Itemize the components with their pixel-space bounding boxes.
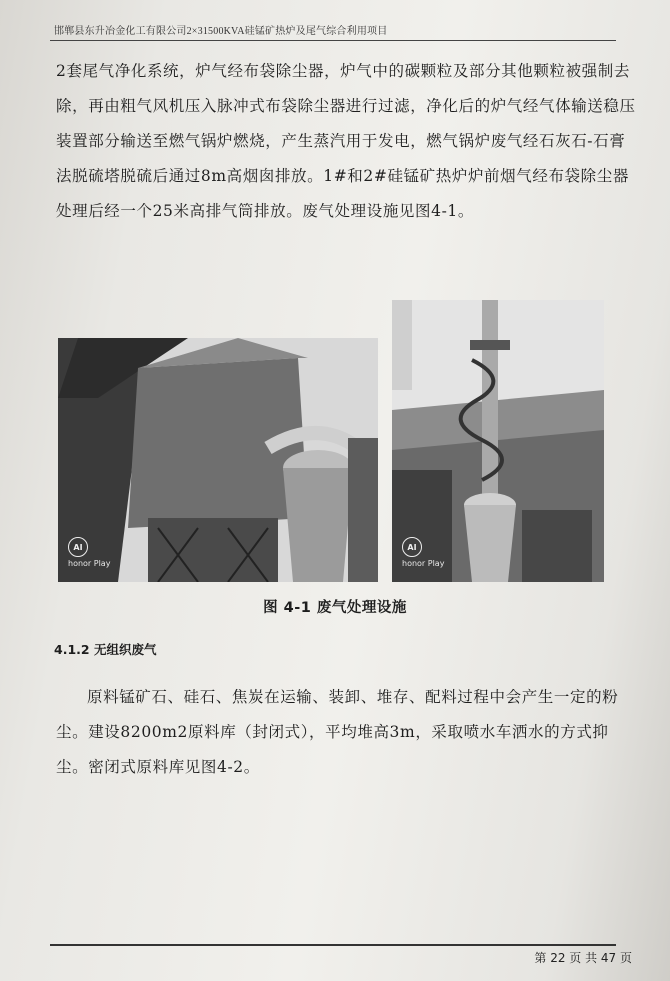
camera-logo-icon-right: AI xyxy=(402,537,422,557)
camera-logo-icon: AI xyxy=(68,537,88,557)
section-heading: 4.1.2 无组织废气 xyxy=(54,642,157,657)
photo-baghouse-filter xyxy=(58,338,378,582)
header-rule xyxy=(50,40,616,41)
camera-watermark-text-right: honor Play xyxy=(402,559,445,568)
camera-watermark xyxy=(68,537,110,568)
paragraph-fugitive-dust: 原料锰矿石、硅石、焦炭在运输、装卸、堆存、配料过程中会产生一定的粉尘。建设8200m2原料库（封闭式），平均堆高3m，采取喷水车洒水的方式抑尘。密闭式原料库见图4-2。 xyxy=(56,688,619,776)
camera-watermark-right xyxy=(402,537,444,568)
photo-exhaust-stack xyxy=(392,300,604,582)
paragraph-exhaust-treatment: 2套尾气净化系统，炉气经布袋除尘器，炉气中的碳颗粒及部分其他颗粒被强制去除，再由粗气风机压入脉冲式布袋除尘器进行过滤，净化后的炉气经气体输送稳压装置部分输送至燃气锅炉燃烧，产生蒸汽用于发电，燃气锅炉废气经石灰石-石膏法脱硫塔脱硫后通过8m高烟囱排放。1#和2#硅锰矿热炉炉前烟气经布袋除尘器处理后经一个25米高排气筒排放。废气处理设施见图4-1。 xyxy=(56,62,636,220)
figure-caption: 图 4-1 废气处理设施 xyxy=(263,600,407,616)
camera-watermark-text: honor Play xyxy=(68,559,111,568)
footer-rule xyxy=(50,944,616,946)
running-header: 邯郸县东升冶金化工有限公司2×31500KVA硅锰矿热炉及尾气综合利用项目 xyxy=(54,26,388,37)
page-number: 第 22 页 共 47 页 xyxy=(534,951,632,965)
